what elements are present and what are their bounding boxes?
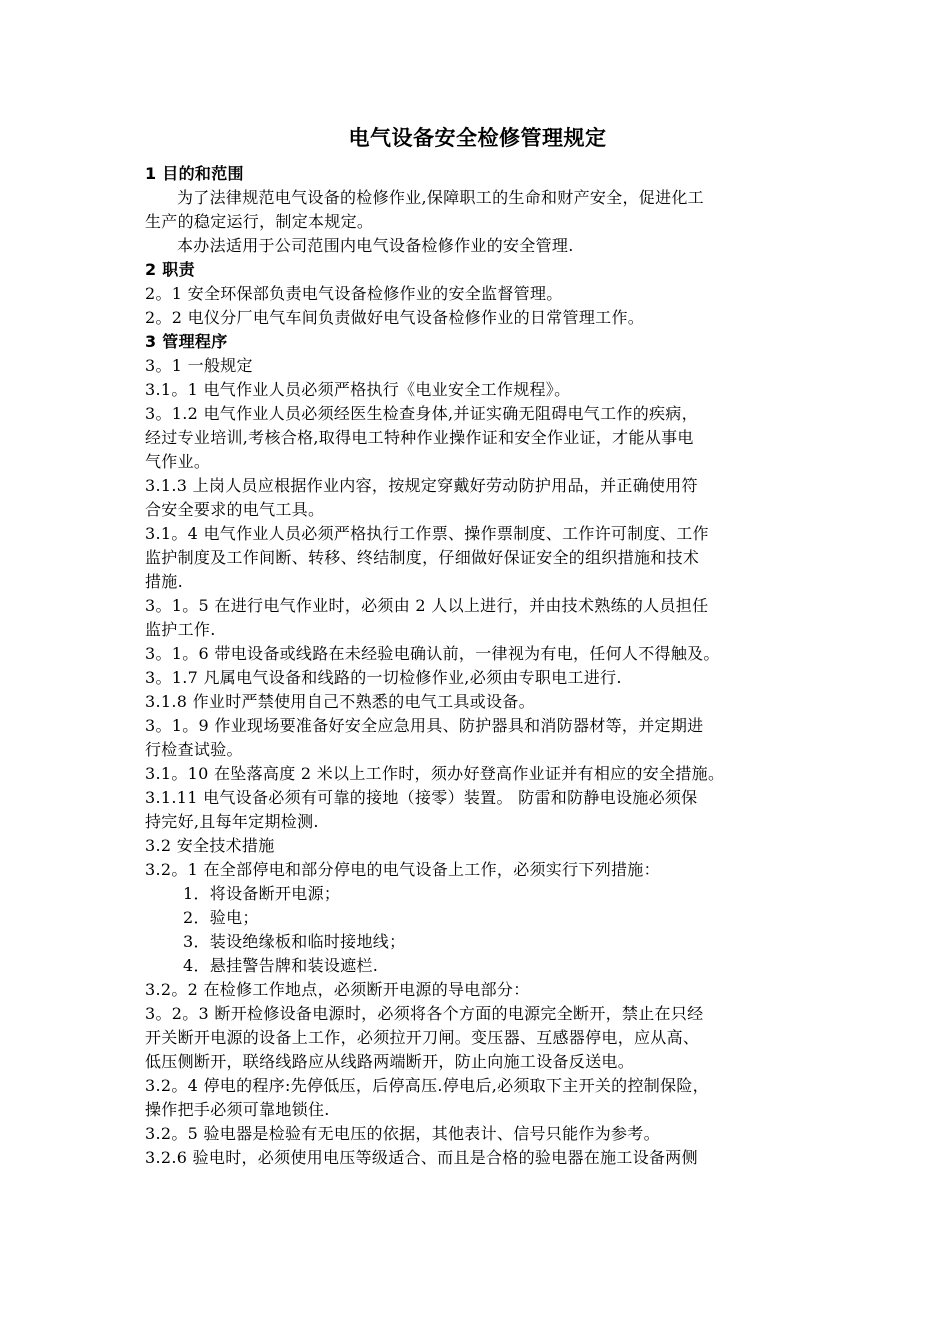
document-page xyxy=(145,122,810,1170)
paragraph-line: 3.2。1 在全部停电和部分停电的电气设备上工作，必须实行下列措施： xyxy=(145,860,660,879)
paragraph-line: 2。2 电仪分厂电气车间负责做好电气设备检修作业的日常管理工作。 xyxy=(145,308,645,327)
paragraph-line: 3。1.7 凡属电气设备和线路的一切检修作业,必须由专职电工进行. xyxy=(145,668,622,687)
paragraph-line: 监护工作. xyxy=(145,620,216,639)
paragraph-line: 措施. xyxy=(145,572,183,591)
list-item: 2．验电； xyxy=(183,908,259,927)
paragraph-line: 3.2。5 验电器是检验有无电压的依据，其他表计、信号只能作为参考。 xyxy=(145,1124,660,1143)
paragraph-line: 3。1。6 带电设备或线路在未经验电确认前，一律视为有电，任何人不得触及。 xyxy=(145,644,720,663)
paragraph-line: 3.1.8 作业时严禁使用自己不熟悉的电气工具或设备。 xyxy=(145,692,535,711)
document-title: 电气设备安全检修管理规定 xyxy=(348,126,607,150)
section-heading: 3 管理程序 xyxy=(145,332,228,351)
paragraph-line: 操作把手必须可靠地锁住. xyxy=(145,1100,330,1119)
list-item: 1．将设备断开电源； xyxy=(183,884,341,903)
paragraph-line: 3。1。5 在进行电气作业时，必须由 2 人以上进行，并由技术熟练的人员担任 xyxy=(145,596,709,615)
paragraph-line: 3.1。1 电气作业人员必须严格执行《电业安全工作规程》。 xyxy=(145,380,571,399)
list-item: 3．装设绝缘板和临时接地线； xyxy=(183,932,406,951)
paragraph-line: 3.1.3 上岗人员应根据作业内容，按规定穿戴好劳动防护用品，并正确使用符 xyxy=(145,476,698,495)
paragraph-line: 3.2。2 在检修工作地点，必须断开电源的导电部分： xyxy=(145,980,530,999)
paragraph-line: 3。1.2 电气作业人员必须经医生检查身体,并证实确无阻碍电气工作的疾病， xyxy=(145,404,698,423)
paragraph-line: 为了法律规范电气设备的检修作业,保障职工的生命和财产安全，促进化工 xyxy=(177,188,704,207)
paragraph-line: 气作业。 xyxy=(145,452,211,471)
section-heading: 1 目的和范围 xyxy=(145,164,244,183)
paragraph-line: 3.1。10 在坠落高度 2 米以上工作时，须办好登高作业证并有相应的安全措施。 xyxy=(145,764,725,783)
paragraph-line: 行检查试验。 xyxy=(145,740,243,759)
paragraph-line: 3.1.11 电气设备必须有可靠的接地（接零）装置。 防雷和防静电设施必须保 xyxy=(145,788,698,807)
paragraph-line: 3。2。3 断开检修设备电源时，必须将各个方面的电源完全断开，禁止在只经 xyxy=(145,1004,704,1023)
paragraph-line: 2。1 安全环保部负责电气设备检修作业的安全监督管理。 xyxy=(145,284,563,303)
paragraph-line: 监护制度及工作间断、转移、终结制度，仔细做好保证安全的组织措施和技术 xyxy=(145,548,700,567)
paragraph-line: 3.2。4 停电的程序:先停低压，后停高压.停电后,必须取下主开关的控制保险， xyxy=(145,1076,709,1095)
paragraph-line: 经过专业培训,考核合格,取得电工特种作业操作证和安全作业证，才能从事电 xyxy=(145,428,694,447)
paragraph-line: 3.2 安全技术措施 xyxy=(145,836,275,855)
paragraph-line: 3.1。4 电气作业人员必须严格执行工作票、操作票制度、工作许可制度、工作 xyxy=(145,524,709,543)
paragraph-line: 3.2.6 验电时，必须使用电压等级适合、而且是合格的验电器在施工设备两侧 xyxy=(145,1148,698,1167)
paragraph-line: 持完好,且每年定期检测. xyxy=(145,812,319,831)
paragraph-line: 生产的稳定运行，制定本规定。 xyxy=(145,212,374,231)
paragraph-line: 合安全要求的电气工具。 xyxy=(145,500,325,519)
paragraph-line: 3。1 一般规定 xyxy=(145,356,253,375)
document-body xyxy=(145,162,810,1170)
paragraph-line: 本办法适用于公司范围内电气设备检修作业的安全管理. xyxy=(177,236,574,255)
list-item: 4．悬挂警告牌和装设遮栏. xyxy=(183,956,379,975)
paragraph-line: 低压侧断开，联络线路应从线路两端断开，防止向施工设备反送电。 xyxy=(145,1052,635,1071)
paragraph-line: 开关断开电源的设备上工作，必须拉开刀闸。变压器、互感器停电，应从高、 xyxy=(145,1028,700,1047)
paragraph-line: 3。1。9 作业现场要准备好安全应急用具、防护器具和消防器材等，并定期进 xyxy=(145,716,704,735)
section-heading: 2 职责 xyxy=(145,260,195,279)
